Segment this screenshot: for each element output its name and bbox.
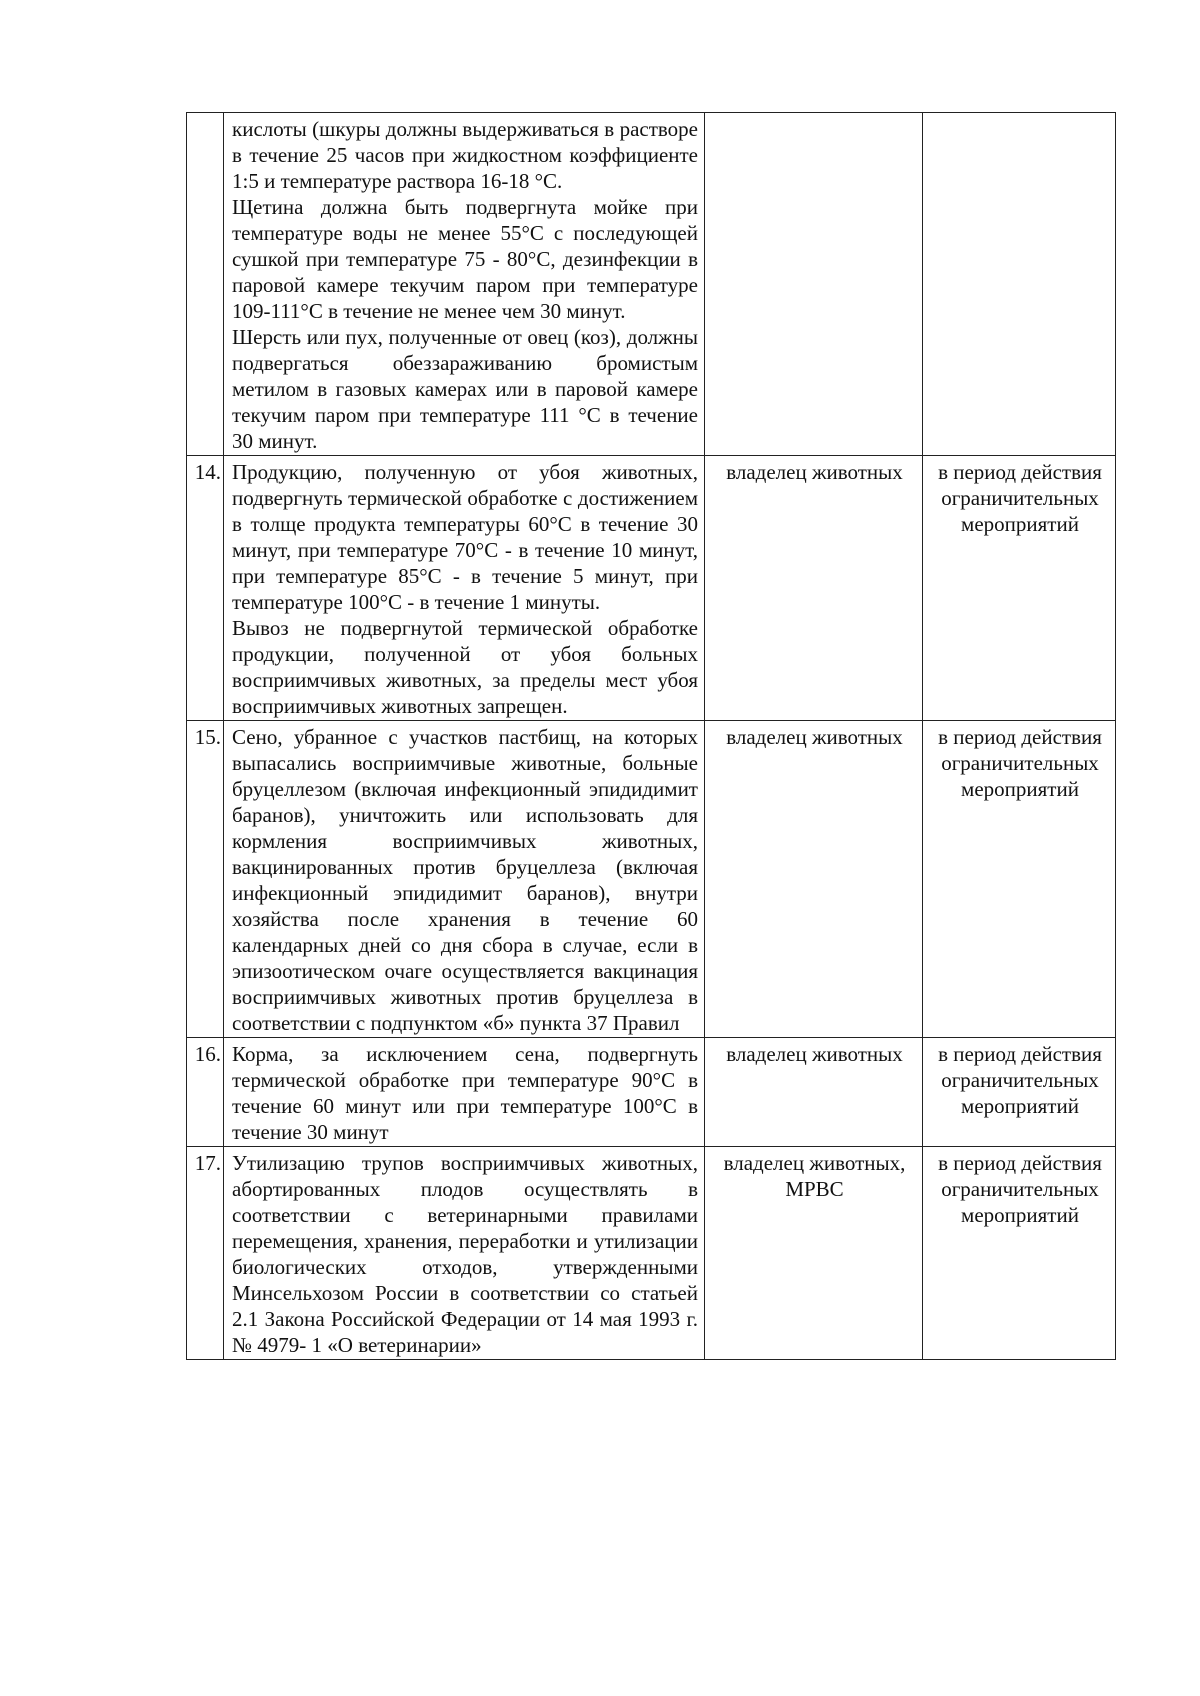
table-row — [187, 721, 1116, 1038]
measure-paragraph: кислоты (шкуры должны выдерживаться в растворе в течение 25 часов при жидкостном коэффициенте 1:5 и температуре раствора 16-18 °С. — [232, 117, 698, 193]
measure-description — [224, 721, 705, 1038]
measure-description — [224, 113, 705, 456]
table-row — [187, 456, 1116, 721]
measure-paragraph: Щетина должна быть подвергнута мойке при температуре воды не менее 55°С с последующей сушкой при температуре 75 - 80°С, дезинфекции в паровой камере текучим паром при температуре 109-111°С в течение не менее чем 30 минут. — [232, 195, 698, 323]
execution-period: в период действия ограничительных мероприятий — [923, 1038, 1116, 1147]
table-row — [187, 1147, 1116, 1360]
measure-paragraph: Сено, убранное с участков пастбищ, на которых выпасались восприимчивые животные, больные бруцеллезом (включая инфекционный эпидидимит баранов), уничтожить или использовать для кормления восприимчивых животных, вакцинированных против бруцеллеза (включая инфекционный эпидидимит баранов), внутри хозяйства после хранения в течение 60 календарных дней со дня сбора в случае, если в эпизоотическом очаге осуществляется вакцинация восприимчивых животных против бруцеллеза в соответствии с подпунктом «б» пункта 37 Правил — [232, 725, 698, 1035]
row-number: 14. — [187, 456, 224, 721]
measure-paragraph: Утилизацию трупов восприимчивых животных, абортированных плодов осуществлять в соответствии с ветеринарными правилами перемещения, хранения, переработки и утилизации биологических отходов, утвержденными Минсельхозом России в соответствии со статьей 2.1 Закона Российской Федерации от 14 мая 1993 г. № 4979- 1 «О ветеринарии» — [232, 1151, 698, 1357]
table-row — [187, 113, 1116, 456]
responsible-party: владелец животных, МРВС — [705, 1147, 923, 1360]
measure-paragraph: Продукцию, полученную от убоя животных, подвергнуть термической обработке с достижением в толще продукта температуры 60°С в течение 30 минут, при температуре 70°С - в течение 10 минут, при температуре 85°С - в течение 5 минут, при температуре 100°С - в течение 1 минуты. — [232, 460, 698, 614]
measures-table — [186, 112, 1116, 1360]
responsible-party: владелец животных — [705, 721, 923, 1038]
responsible-party: владелец животных — [705, 1038, 923, 1147]
measure-description — [224, 1038, 705, 1147]
measure-description — [224, 1147, 705, 1360]
table-row — [187, 1038, 1116, 1147]
row-number: 15. — [187, 721, 224, 1038]
execution-period: в период действия ограничительных мероприятий — [923, 1147, 1116, 1360]
execution-period: в период действия ограничительных мероприятий — [923, 456, 1116, 721]
responsible-party — [705, 113, 923, 456]
measure-paragraph: Корма, за исключением сена, подвергнуть термической обработке при температуре 90°С в течение 60 минут или при температуре 100°С в течение 30 минут — [232, 1042, 698, 1144]
measures-table-body — [187, 113, 1116, 1360]
measure-paragraph: Шерсть или пух, полученные от овец (коз), должны подвергаться обеззараживанию бромистым метилом в газовых камерах или в паровой камере текучим паром при температуре 111 °С в течение 30 минут. — [232, 325, 698, 453]
row-number: 16. — [187, 1038, 224, 1147]
measure-paragraph: Вывоз не подвергнутой термической обработке продукции, полученной от убоя больных восприимчивых животных, за пределы мест убоя восприимчивых животных запрещен. — [232, 616, 698, 718]
row-number: 17. — [187, 1147, 224, 1360]
responsible-party: владелец животных — [705, 456, 923, 721]
execution-period — [923, 113, 1116, 456]
measure-description — [224, 456, 705, 721]
execution-period: в период действия ограничительных мероприятий — [923, 721, 1116, 1038]
row-number — [187, 113, 224, 456]
